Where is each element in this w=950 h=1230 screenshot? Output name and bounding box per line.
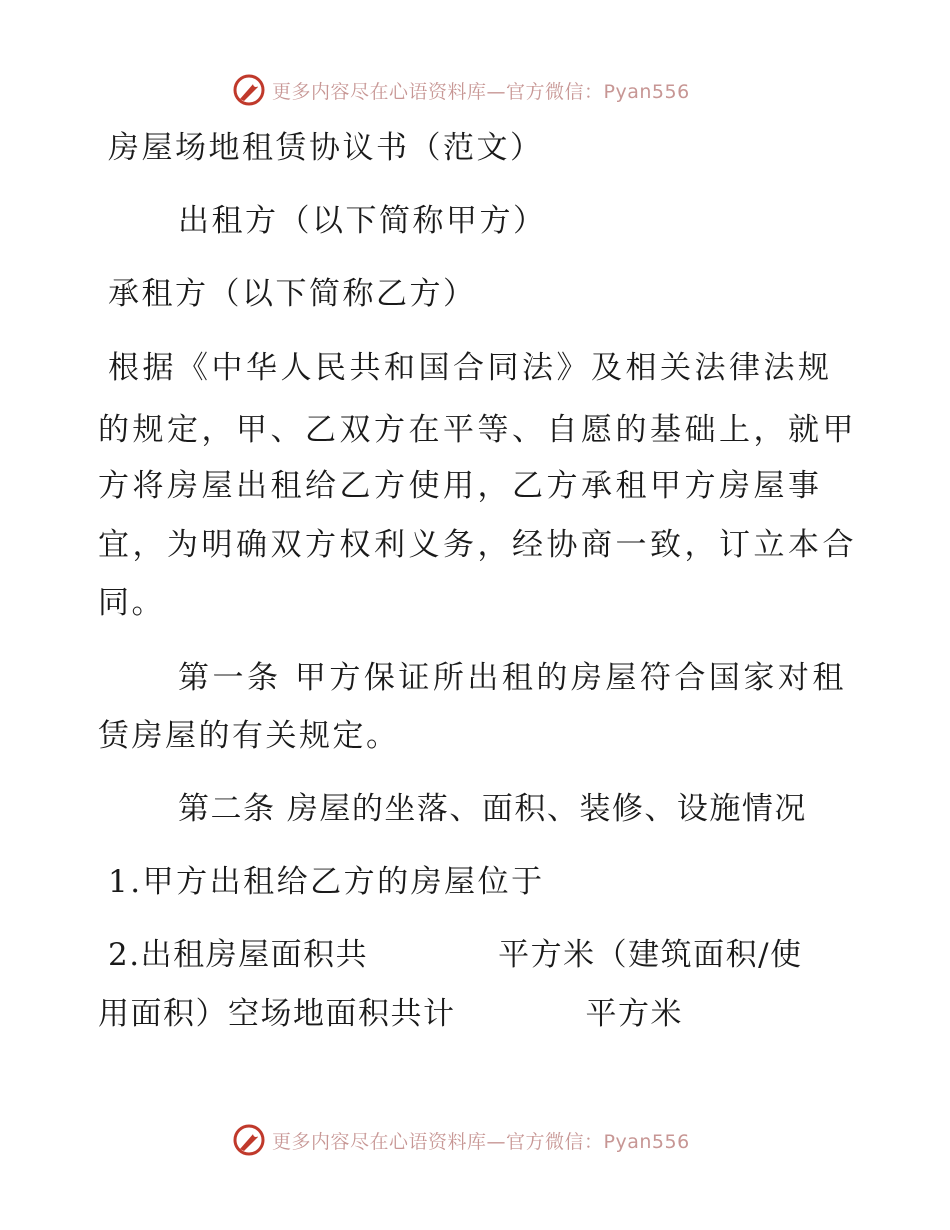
article-2-item-2-line: 2.出租房屋面积共 平方米（建筑面积/使 [108,937,803,973]
footer-watermark [232,1120,690,1160]
article-2-heading: 第二条 房屋的坐落、面积、装修、设施情况 [178,791,807,827]
document-title: 房屋场地租赁协议书（范文） [108,130,544,166]
preamble-line: 根据《中华人民共和国合同法》及相关法律法规 [108,350,833,386]
lessee-line: 承租方（以下简称乙方） [108,276,477,312]
preamble-line: 同。 [98,585,165,621]
watermark-text: 更多内容尽在心语资料库—官方微信：Pyan556 [272,1130,690,1153]
preamble-line: 宜，为明确双方权利义务，经协商一致，订立本合 [98,527,857,563]
preamble-line: 的规定，甲、乙双方在平等、自愿的基础上，就甲 [98,412,857,448]
watermark-text: 更多内容尽在心语资料库—官方微信：Pyan556 [272,80,690,103]
header-watermark [232,70,690,110]
article-2-item-1: 1.甲方出租给乙方的房屋位于 [108,864,545,900]
article-1-line: 第一条 甲方保证所出租的房屋符合国家对租 [178,660,847,696]
pen-logo-icon [232,1123,266,1157]
lessor-line: 出租方（以下简称甲方） [178,203,547,239]
article-2-item-2-line: 用面积）空场地面积共计 平方米 [98,996,683,1032]
preamble-line: 方将房屋出租给乙方使用，乙方承租甲方房屋事 [98,468,823,504]
pen-logo-icon [232,73,266,107]
article-1-line: 赁房屋的有关规定。 [98,718,400,754]
